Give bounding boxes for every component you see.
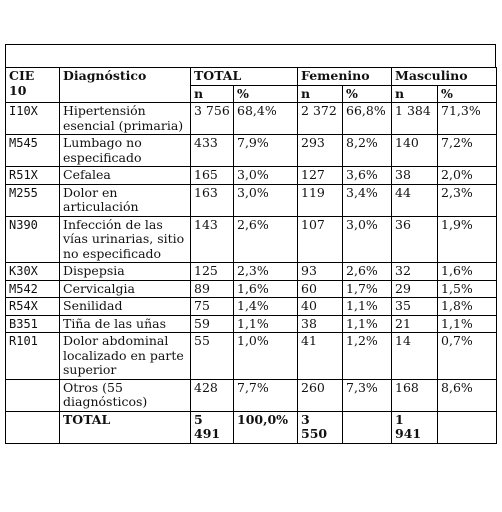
total-n-cell: 433	[191, 135, 234, 167]
total-pct-cell: 2,3%	[234, 263, 298, 281]
cie-code-cell: M545	[6, 135, 60, 167]
header-cie: CIE 10	[6, 68, 60, 103]
total-n-cell: 125	[191, 263, 234, 281]
female-pct-cell: 3,4%	[343, 184, 392, 216]
header-n: n	[298, 85, 343, 103]
female-pct-cell: 1,2%	[343, 333, 392, 380]
female-n-cell: 41	[298, 333, 343, 380]
cie-code-cell: K30X	[6, 263, 60, 281]
header-pct: %	[234, 85, 298, 103]
male-n-cell: 1 384	[392, 103, 438, 135]
cie-code-cell: R54X	[6, 298, 60, 316]
female-pct-cell: 8,2%	[343, 135, 392, 167]
male-pct-cell: 7,2%	[438, 135, 497, 167]
cie-code-cell	[6, 379, 60, 411]
total-pct-cell: 7,9%	[234, 135, 298, 167]
diagnosis-cell: Cefalea	[60, 167, 191, 185]
header-pct: %	[438, 85, 497, 103]
header-n: n	[191, 85, 234, 103]
total-pct-cell: 1,1%	[234, 315, 298, 333]
male-n-cell: 1 941	[392, 411, 438, 443]
diagnosis-table	[5, 67, 497, 444]
female-n-cell: 40	[298, 298, 343, 316]
diagnosis-cell: Senilidad	[60, 298, 191, 316]
total-n-cell: 75	[191, 298, 234, 316]
total-pct-cell: 2,6%	[234, 216, 298, 263]
male-n-cell: 32	[392, 263, 438, 281]
male-n-cell: 140	[392, 135, 438, 167]
table-row	[6, 333, 497, 380]
male-pct-cell	[438, 411, 497, 443]
diagnosis-cell: Otros (55 diagnósticos)	[60, 379, 191, 411]
table-row	[6, 135, 497, 167]
total-n-cell: 428	[191, 379, 234, 411]
table-row	[6, 167, 497, 185]
total-n-cell: 3 756	[191, 103, 234, 135]
total-n-cell: 55	[191, 333, 234, 380]
cie-code-cell: M255	[6, 184, 60, 216]
table-row	[6, 216, 497, 263]
total-n-cell: 163	[191, 184, 234, 216]
female-n-cell: 38	[298, 315, 343, 333]
total-pct-cell: 1,0%	[234, 333, 298, 380]
header-total: TOTAL	[191, 68, 298, 86]
male-pct-cell: 2,0%	[438, 167, 497, 185]
female-n-cell: 93	[298, 263, 343, 281]
table-row	[6, 379, 497, 411]
header-masculino: Masculino	[392, 68, 497, 86]
cie-code-cell: M542	[6, 280, 60, 298]
cie-code-cell: R101	[6, 333, 60, 380]
table-row	[6, 263, 497, 281]
table-row	[6, 298, 497, 316]
total-pct-cell: 68,4%	[234, 103, 298, 135]
cie-code-cell	[6, 411, 60, 443]
cie-code-cell: R51X	[6, 167, 60, 185]
female-n-cell: 3 550	[298, 411, 343, 443]
diagnosis-cell: Dolor en articulación	[60, 184, 191, 216]
table-body	[6, 103, 497, 444]
total-row	[6, 411, 497, 443]
table-row	[6, 280, 497, 298]
female-n-cell: 2 372	[298, 103, 343, 135]
total-n-cell: 59	[191, 315, 234, 333]
male-pct-cell: 0,7%	[438, 333, 497, 380]
female-pct-cell: 1,7%	[343, 280, 392, 298]
male-pct-cell: 1,8%	[438, 298, 497, 316]
total-pct-cell: 1,6%	[234, 280, 298, 298]
female-pct-cell: 1,1%	[343, 315, 392, 333]
female-pct-cell: 2,6%	[343, 263, 392, 281]
header-diagnostico: Diagnóstico	[60, 68, 191, 103]
male-n-cell: 168	[392, 379, 438, 411]
table-caption-band	[5, 44, 496, 67]
male-n-cell: 35	[392, 298, 438, 316]
diagnosis-cell: Cervicalgia	[60, 280, 191, 298]
total-pct-cell: 7,7%	[234, 379, 298, 411]
header-n: n	[392, 85, 438, 103]
header-row-1	[6, 68, 497, 86]
female-n-cell: 260	[298, 379, 343, 411]
diagnosis-cell: Lumbago no especificado	[60, 135, 191, 167]
diagnosis-cell: Dolor abdominal localizado en parte superior	[60, 333, 191, 380]
diagnosis-cell: TOTAL	[60, 411, 191, 443]
female-n-cell: 293	[298, 135, 343, 167]
male-pct-cell: 8,6%	[438, 379, 497, 411]
diagnosis-cell: Dispepsia	[60, 263, 191, 281]
female-n-cell: 107	[298, 216, 343, 263]
total-pct-cell: 3,0%	[234, 184, 298, 216]
header-pct: %	[343, 85, 392, 103]
total-n-cell: 5 491	[191, 411, 234, 443]
header-femenino: Femenino	[298, 68, 392, 86]
cie-code-cell: B351	[6, 315, 60, 333]
diagnosis-cell: Tiña de las uñas	[60, 315, 191, 333]
diagnosis-cell: Infección de las vías urinarias, sitio no especificado	[60, 216, 191, 263]
male-pct-cell: 71,3%	[438, 103, 497, 135]
table-row	[6, 103, 497, 135]
diagnosis-cell: Hipertensión esencial (primaria)	[60, 103, 191, 135]
male-n-cell: 44	[392, 184, 438, 216]
female-pct-cell: 7,3%	[343, 379, 392, 411]
female-pct-cell: 1,1%	[343, 298, 392, 316]
male-pct-cell: 1,5%	[438, 280, 497, 298]
male-n-cell: 29	[392, 280, 438, 298]
male-pct-cell: 1,6%	[438, 263, 497, 281]
male-pct-cell: 1,1%	[438, 315, 497, 333]
female-n-cell: 127	[298, 167, 343, 185]
female-pct-cell: 3,0%	[343, 216, 392, 263]
male-n-cell: 14	[392, 333, 438, 380]
male-pct-cell: 2,3%	[438, 184, 497, 216]
male-n-cell: 38	[392, 167, 438, 185]
female-pct-cell: 3,6%	[343, 167, 392, 185]
male-n-cell: 21	[392, 315, 438, 333]
table-row	[6, 184, 497, 216]
cie-code-cell: I10X	[6, 103, 60, 135]
total-pct-cell: 1,4%	[234, 298, 298, 316]
male-n-cell: 36	[392, 216, 438, 263]
diagnosis-table-container	[5, 44, 496, 444]
total-pct-cell: 3,0%	[234, 167, 298, 185]
total-n-cell: 165	[191, 167, 234, 185]
total-n-cell: 89	[191, 280, 234, 298]
female-n-cell: 119	[298, 184, 343, 216]
female-pct-cell: 66,8%	[343, 103, 392, 135]
total-pct-cell: 100,0%	[234, 411, 298, 443]
cie-code-cell: N390	[6, 216, 60, 263]
female-pct-cell	[343, 411, 392, 443]
total-n-cell: 143	[191, 216, 234, 263]
table-row	[6, 315, 497, 333]
male-pct-cell: 1,9%	[438, 216, 497, 263]
female-n-cell: 60	[298, 280, 343, 298]
